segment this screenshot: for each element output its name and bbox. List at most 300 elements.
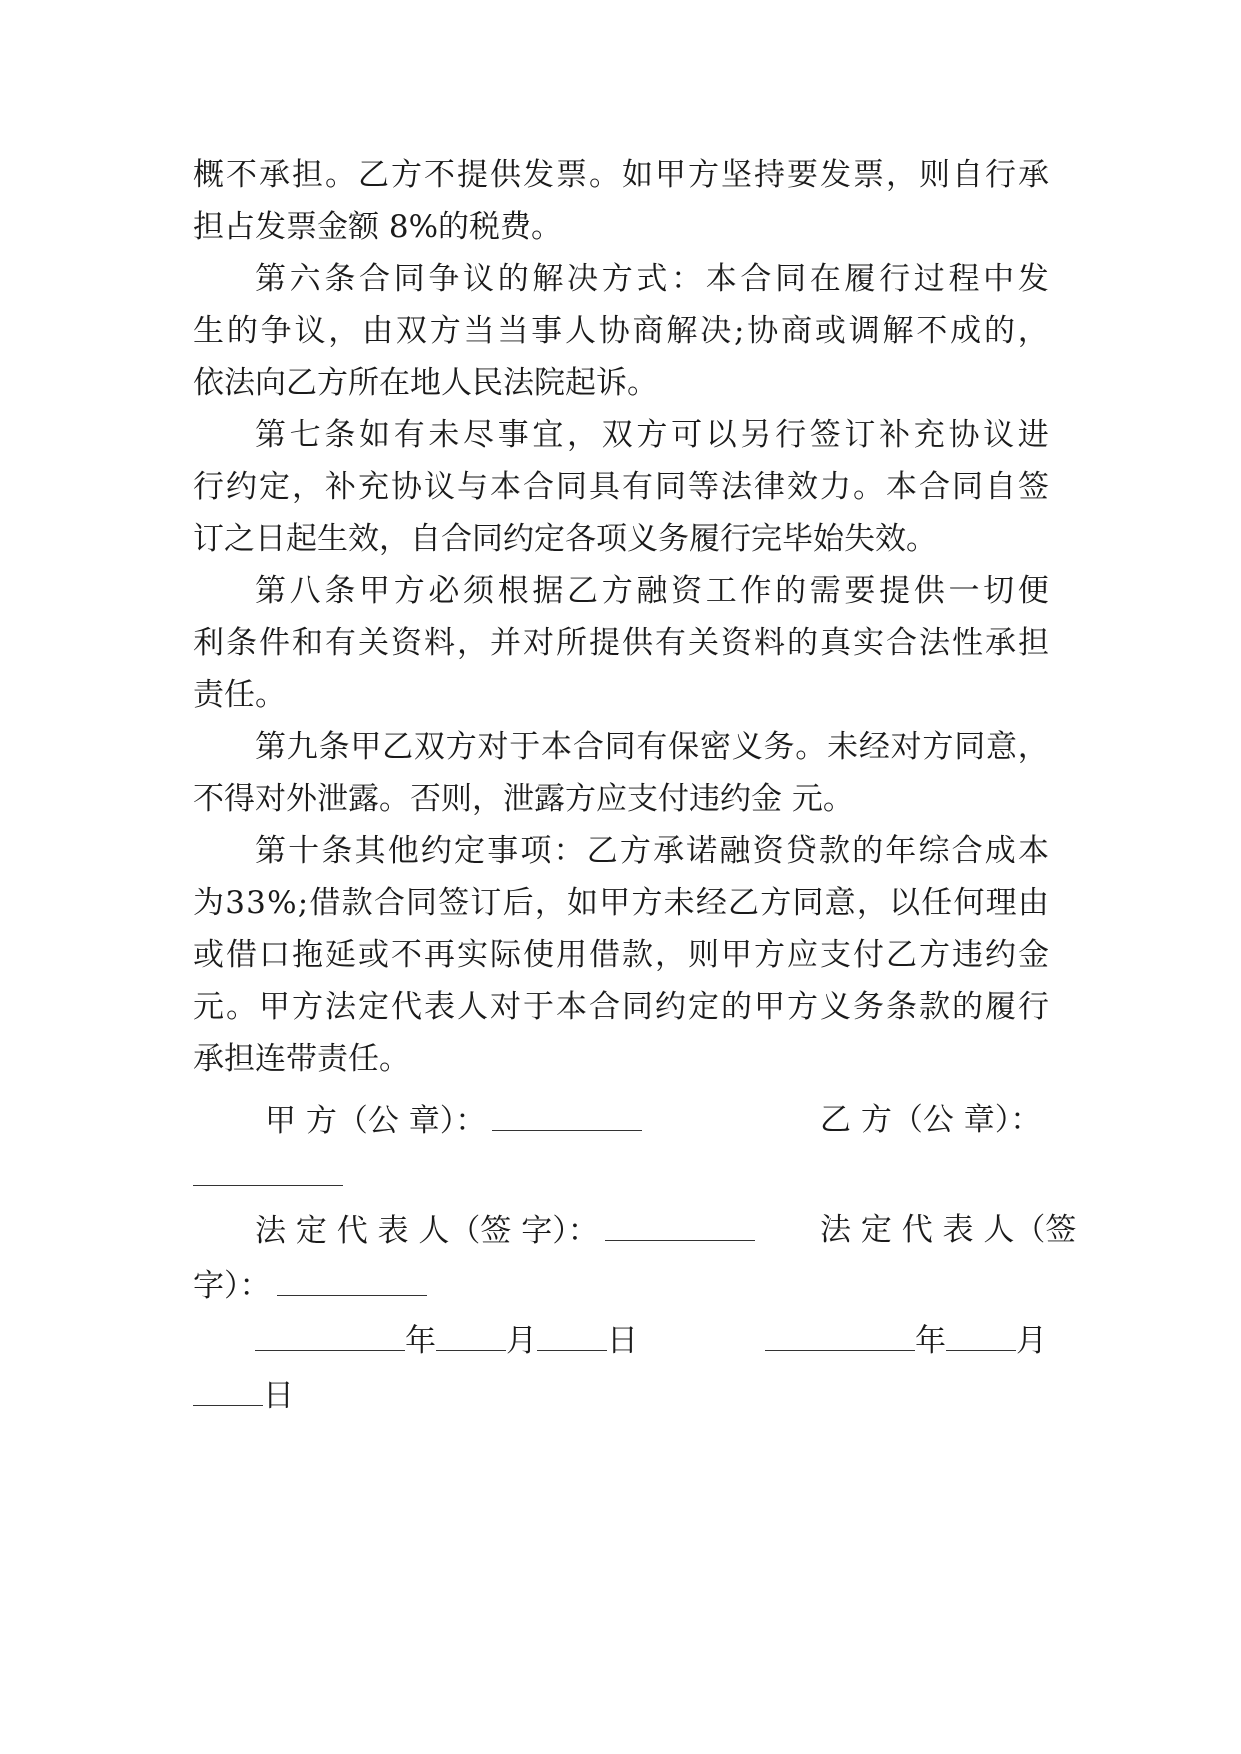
glyph: 乙 xyxy=(728,885,760,921)
glyph: 以 xyxy=(705,417,737,453)
glyph: 方 xyxy=(760,885,792,921)
glyph: 的 xyxy=(952,989,983,1025)
glyph: 约 xyxy=(655,989,686,1025)
glyph: 义 xyxy=(731,729,763,765)
paragraph-line xyxy=(193,519,937,559)
glyph: 商 xyxy=(781,313,813,349)
rep-a: 法 定 代 表 人（签 字）： xyxy=(255,1210,755,1250)
glyph: ， xyxy=(328,313,360,349)
glyph: 违 xyxy=(952,937,983,973)
glyph: 同 xyxy=(393,261,425,297)
glyph: 宜 xyxy=(532,417,564,453)
glyph: 料 xyxy=(754,625,785,661)
glyph: 成 xyxy=(950,313,982,349)
glyph: 约 xyxy=(226,469,257,505)
glyph: 定 xyxy=(358,989,389,1025)
glyph: 定 xyxy=(454,833,486,869)
glyph: 乙 xyxy=(382,729,414,765)
rep-a-blank[interactable] xyxy=(605,1210,755,1241)
glyph: 承 xyxy=(653,833,685,869)
glyph: 再 xyxy=(424,937,455,973)
glyph: 有 xyxy=(393,417,425,453)
glyph: 则 xyxy=(919,157,950,193)
paragraph-line xyxy=(193,1039,410,1079)
glyph: 式 xyxy=(636,261,668,297)
glyph: % xyxy=(267,885,297,921)
party-b-seal-line xyxy=(193,1155,343,1195)
paragraph-line xyxy=(255,571,1049,611)
date-b-month-blank[interactable] xyxy=(946,1320,1016,1351)
glyph: 发 xyxy=(820,157,851,193)
glyph: 用 xyxy=(556,937,587,973)
text-line: 承担连带责任。 xyxy=(193,1041,410,1077)
glyph: 合 xyxy=(373,885,405,921)
glyph: 合 xyxy=(523,469,554,505)
paragraph-line xyxy=(193,207,562,247)
glyph: 当 xyxy=(463,313,495,349)
glyph: 持 xyxy=(754,157,785,193)
glyph: 并 xyxy=(490,625,521,661)
glyph: 款 xyxy=(919,989,950,1025)
glyph: 本 xyxy=(490,469,521,505)
glyph: 须 xyxy=(463,573,495,609)
glyph: 的 xyxy=(775,573,807,609)
glyph: 解 xyxy=(882,313,914,349)
glyph: 借 xyxy=(226,937,257,973)
glyph: 未 xyxy=(428,417,460,453)
glyph: 合 xyxy=(359,261,391,297)
glyph: 当 xyxy=(497,313,529,349)
glyph: 十 xyxy=(288,833,320,869)
glyph: 签 xyxy=(809,417,841,453)
glyph: ， xyxy=(655,937,686,973)
glyph: 未 xyxy=(663,885,695,921)
glyph: ， xyxy=(534,885,566,921)
glyph: 同 xyxy=(952,469,983,505)
glyph: 法 xyxy=(325,989,356,1025)
glyph: 如 xyxy=(622,157,653,193)
glyph: 其 xyxy=(354,833,386,869)
glyph: 甲 xyxy=(599,885,631,921)
glyph: ， xyxy=(1017,729,1049,765)
glyph: 真 xyxy=(820,625,851,661)
glyph: 补 xyxy=(325,469,356,505)
glyph: 切 xyxy=(983,573,1015,609)
glyph: 充 xyxy=(358,469,389,505)
glyph: ， xyxy=(292,469,323,505)
glyph: 保 xyxy=(668,729,700,765)
glyph: 资 xyxy=(752,833,784,869)
glyph: 双 xyxy=(601,417,633,453)
glyph: 同 xyxy=(406,885,438,921)
glyph: 人 xyxy=(457,989,488,1025)
glyph: 双 xyxy=(395,313,427,349)
glyph: 3 xyxy=(246,885,266,921)
glyph: 发 xyxy=(523,157,554,193)
glyph: 一 xyxy=(948,573,980,609)
glyph: 据 xyxy=(532,573,564,609)
glyph: 有 xyxy=(622,469,653,505)
glyph: 未 xyxy=(827,729,859,765)
glyph: 自 xyxy=(985,469,1016,505)
glyph: 意 xyxy=(824,885,856,921)
glyph: 行 xyxy=(775,417,807,453)
rep-b: 法 定 代 表 人（签 xyxy=(820,1212,1077,1248)
glyph: 需 xyxy=(809,573,841,609)
party-a-seal-blank[interactable] xyxy=(492,1100,642,1131)
glyph: 的 xyxy=(721,989,752,1025)
glyph: 本 xyxy=(1017,833,1049,869)
glyph: 第 xyxy=(255,573,286,609)
glyph: 具 xyxy=(589,469,620,505)
glyph: 要 xyxy=(787,157,818,193)
glyph: 商 xyxy=(632,313,664,349)
glyph: 对 xyxy=(490,989,521,1025)
glyph: 发 xyxy=(1017,261,1049,297)
glyph: 工 xyxy=(705,573,737,609)
glyph: 合 xyxy=(572,729,604,765)
glyph: 料 xyxy=(424,625,455,661)
glyph: 关 xyxy=(358,625,389,661)
glyph: 同 xyxy=(622,989,653,1025)
date-b-cont: 日 xyxy=(193,1375,294,1415)
glyph: 在 xyxy=(809,261,841,297)
glyph: 本 xyxy=(705,261,737,297)
glyph: 则 xyxy=(688,937,719,973)
glyph: 八 xyxy=(289,573,321,609)
glyph: 程 xyxy=(948,261,980,297)
glyph: 的 xyxy=(852,833,884,869)
glyph: 合 xyxy=(589,989,620,1025)
glyph: 他 xyxy=(387,833,419,869)
glyph: 效 xyxy=(787,469,818,505)
date-a-year-blank[interactable] xyxy=(255,1320,405,1351)
glyph: 义 xyxy=(820,989,851,1025)
glyph: 解 xyxy=(532,261,564,297)
glyph: 综 xyxy=(918,833,950,869)
glyph: 方 xyxy=(601,573,633,609)
glyph: ， xyxy=(567,417,599,453)
glyph: 于 xyxy=(523,989,554,1025)
text-line: 依法向乙方所在地人民法院起诉。 xyxy=(193,365,658,401)
paragraph-line xyxy=(193,363,658,403)
party-b-seal-blank[interactable] xyxy=(193,1155,343,1186)
paragraph-line xyxy=(255,831,1049,871)
date-b-year-blank[interactable] xyxy=(765,1320,915,1351)
glyph: 决 xyxy=(567,261,599,297)
glyph: ; xyxy=(734,313,745,349)
glyph: 甲 xyxy=(350,729,382,765)
date-b-day-blank[interactable] xyxy=(193,1375,263,1406)
glyph: 对 xyxy=(890,729,922,765)
glyph: 议 xyxy=(294,313,326,349)
glyph: 方 xyxy=(445,729,477,765)
glyph: 不 xyxy=(916,313,948,349)
glyph: 款 xyxy=(622,937,653,973)
glyph: 供 xyxy=(913,573,945,609)
glyph: 第 xyxy=(255,261,286,297)
glyph: 定 xyxy=(259,469,290,505)
glyph: 合 xyxy=(919,469,950,505)
glyph: 借 xyxy=(589,937,620,973)
glyph: 供 xyxy=(622,625,653,661)
text-line: 订之日起生效，自合同约定各项义务履行完毕始失效。 xyxy=(193,521,937,557)
text-line: 不得对外泄露。否则，泄露方应支付违约金 元。 xyxy=(193,781,854,817)
glyph: 成 xyxy=(984,833,1016,869)
glyph: 甲 xyxy=(655,157,686,193)
glyph: 提 xyxy=(879,573,911,609)
glyph: 人 xyxy=(564,313,596,349)
glyph: 乙 xyxy=(586,833,618,869)
paragraph-line xyxy=(193,155,1049,195)
glyph: ， xyxy=(856,885,888,921)
text-line: 担占发票金额 8%的税费。 xyxy=(193,209,563,245)
glyph: 何 xyxy=(953,885,985,921)
glyph: 承 xyxy=(1018,157,1049,193)
glyph: 签 xyxy=(1018,469,1049,505)
glyph: 际 xyxy=(490,937,521,973)
glyph: 议 xyxy=(463,261,495,297)
paragraph-line xyxy=(193,883,1049,923)
paragraph-line xyxy=(193,675,286,715)
glyph: 使 xyxy=(523,937,554,973)
glyph: 与 xyxy=(457,469,488,505)
glyph: 第 xyxy=(255,833,286,869)
glyph: 的 xyxy=(983,313,1015,349)
glyph: 方 xyxy=(391,157,422,193)
glyph: 款 xyxy=(818,833,850,869)
glyph: 方 xyxy=(429,313,461,349)
glyph: 同 xyxy=(604,729,636,765)
glyph: 律 xyxy=(754,469,785,505)
glyph: 经 xyxy=(858,729,890,765)
glyph: 协 xyxy=(391,469,422,505)
glyph: 同 xyxy=(954,729,986,765)
glyph: 履 xyxy=(985,989,1016,1025)
glyph: 于 xyxy=(509,729,541,765)
glyph: 有 xyxy=(325,625,356,661)
glyph: 对 xyxy=(477,729,509,765)
glyph: 行 xyxy=(879,261,911,297)
glyph: 方 xyxy=(601,261,633,297)
party-b-seal: 乙 方（公 章）： xyxy=(820,1102,1042,1138)
glyph: 七 xyxy=(289,417,321,453)
glyph: 自 xyxy=(952,157,983,193)
glyph: 生 xyxy=(193,313,224,349)
glyph: 。 xyxy=(589,157,620,193)
glyph: 同 xyxy=(792,885,824,921)
glyph: 3 xyxy=(225,885,245,921)
date-a: 年 月 日 xyxy=(255,1320,638,1360)
glyph: 行 xyxy=(1018,989,1049,1025)
glyph: 付 xyxy=(853,937,884,973)
glyph: 方 xyxy=(292,989,323,1025)
glyph: 可 xyxy=(671,417,703,453)
glyph: 由 xyxy=(362,313,394,349)
glyph: 件 xyxy=(259,625,290,661)
glyph: 方 xyxy=(922,729,954,765)
glyph: 票 xyxy=(556,157,587,193)
glyph: ， xyxy=(886,157,917,193)
glyph: 务 xyxy=(763,729,795,765)
glyph: 资 xyxy=(391,625,422,661)
glyph: 第 xyxy=(255,729,286,765)
glyph: 法 xyxy=(919,625,950,661)
glyph: 代 xyxy=(391,989,422,1025)
glyph: 乙 xyxy=(886,937,917,973)
glyph: 同 xyxy=(655,469,686,505)
glyph: 条 xyxy=(324,417,356,453)
glyph: 本 xyxy=(541,729,573,765)
glyph: 款 xyxy=(341,885,373,921)
glyph: 或 xyxy=(193,937,224,973)
glyph: 方 xyxy=(754,937,785,973)
glyph: 利 xyxy=(193,625,224,661)
glyph: 或 xyxy=(358,937,389,973)
glyph: 补 xyxy=(879,417,911,453)
paragraph-line xyxy=(255,259,1049,299)
glyph: 借 xyxy=(309,885,341,921)
glyph: ， xyxy=(457,625,488,661)
glyph: 签 xyxy=(438,885,470,921)
glyph: 力 xyxy=(820,469,851,505)
rep-b-blank[interactable] xyxy=(277,1265,427,1296)
date-b: 年 月 xyxy=(765,1320,1047,1360)
glyph: 理 xyxy=(985,885,1017,921)
glyph: 由 xyxy=(1017,885,1049,921)
glyph: 订 xyxy=(844,417,876,453)
glyph: 事 xyxy=(531,313,563,349)
glyph: 承 xyxy=(259,157,290,193)
glyph: 实 xyxy=(853,625,884,661)
glyph: 为 xyxy=(193,885,224,921)
glyph: 条 xyxy=(886,989,917,1025)
glyph: 另 xyxy=(740,417,772,453)
glyph: 不 xyxy=(391,937,422,973)
glyph: 同 xyxy=(556,469,587,505)
glyph: 甲 xyxy=(721,937,752,973)
date-a-month-blank[interactable] xyxy=(436,1320,506,1351)
glyph: 合 xyxy=(886,625,917,661)
glyph: 方 xyxy=(393,573,425,609)
glyph: 议 xyxy=(983,417,1015,453)
glyph: 坚 xyxy=(721,157,752,193)
glyph: 等 xyxy=(688,469,719,505)
glyph: 密 xyxy=(699,729,731,765)
glyph: 六 xyxy=(289,261,321,297)
glyph: 定 xyxy=(688,989,719,1025)
glyph: 作 xyxy=(740,573,772,609)
glyph: 条 xyxy=(321,833,353,869)
glyph: 金 xyxy=(1018,937,1049,973)
glyph: 约 xyxy=(985,937,1016,973)
glyph: 条 xyxy=(318,729,350,765)
glyph: 合 xyxy=(951,833,983,869)
glyph: 同 xyxy=(775,261,807,297)
glyph: 法 xyxy=(721,469,752,505)
glyph: 九 xyxy=(286,729,318,765)
glyph: 任 xyxy=(921,885,953,921)
glyph: 供 xyxy=(490,157,521,193)
glyph: 票 xyxy=(853,157,884,193)
glyph: 甲 xyxy=(359,573,391,609)
glyph: 后 xyxy=(502,885,534,921)
date-a-day-blank[interactable] xyxy=(537,1320,607,1351)
glyph: 根 xyxy=(497,573,529,609)
glyph: 方 xyxy=(619,833,651,869)
glyph: 。 xyxy=(226,989,257,1025)
glyph: 的 xyxy=(497,261,529,297)
glyph: 。 xyxy=(853,469,884,505)
glyph: 的 xyxy=(787,625,818,661)
glyph: 方 xyxy=(919,937,950,973)
glyph: 争 xyxy=(428,261,460,297)
glyph: 不 xyxy=(424,157,455,193)
glyph: 意 xyxy=(985,729,1017,765)
glyph: 。 xyxy=(795,729,827,765)
glyph: 如 xyxy=(359,417,391,453)
glyph: 订 xyxy=(470,885,502,921)
paragraph-line xyxy=(255,415,1049,455)
glyph: 行 xyxy=(193,469,224,505)
paragraph-line xyxy=(255,727,1049,767)
glyph: 有 xyxy=(636,729,668,765)
glyph: 年 xyxy=(885,833,917,869)
paragraph-line xyxy=(193,935,1049,975)
glyph: 贷 xyxy=(785,833,817,869)
glyph: 条 xyxy=(324,261,356,297)
paragraph-line xyxy=(193,987,1049,1027)
glyph: 本 xyxy=(886,469,917,505)
glyph: 拖 xyxy=(292,937,323,973)
glyph: 协 xyxy=(948,417,980,453)
paragraph-line xyxy=(193,623,1049,663)
glyph: 融 xyxy=(719,833,751,869)
glyph: 承 xyxy=(985,625,1016,661)
glyph: 调 xyxy=(848,313,880,349)
glyph: 不 xyxy=(226,157,257,193)
glyph: 的 xyxy=(226,313,258,349)
glyph: 方 xyxy=(688,157,719,193)
glyph: 。 xyxy=(325,157,356,193)
glyph: 合 xyxy=(740,261,772,297)
glyph: 乙 xyxy=(358,157,389,193)
glyph: 事 xyxy=(487,833,519,869)
glyph: 便 xyxy=(1017,573,1049,609)
glyph: 有 xyxy=(655,625,686,661)
glyph: 诺 xyxy=(686,833,718,869)
glyph: 和 xyxy=(292,625,323,661)
glyph: 性 xyxy=(952,625,983,661)
glyph: 充 xyxy=(913,417,945,453)
party-a-seal: 甲 方（公 章）： xyxy=(265,1100,642,1140)
glyph: 中 xyxy=(983,261,1015,297)
glyph: 所 xyxy=(556,625,587,661)
glyph: 如 xyxy=(567,885,599,921)
glyph: 履 xyxy=(844,261,876,297)
glyph: 过 xyxy=(913,261,945,297)
glyph: 以 xyxy=(889,885,921,921)
glyph: 尽 xyxy=(463,417,495,453)
text-line: 责任。 xyxy=(193,677,286,713)
paragraph-line xyxy=(193,779,854,819)
glyph: 进 xyxy=(1017,417,1049,453)
glyph: 协 xyxy=(598,313,630,349)
glyph: 本 xyxy=(556,989,587,1025)
glyph: 解 xyxy=(666,313,698,349)
glyph: 条 xyxy=(226,625,257,661)
glyph: 约 xyxy=(420,833,452,869)
